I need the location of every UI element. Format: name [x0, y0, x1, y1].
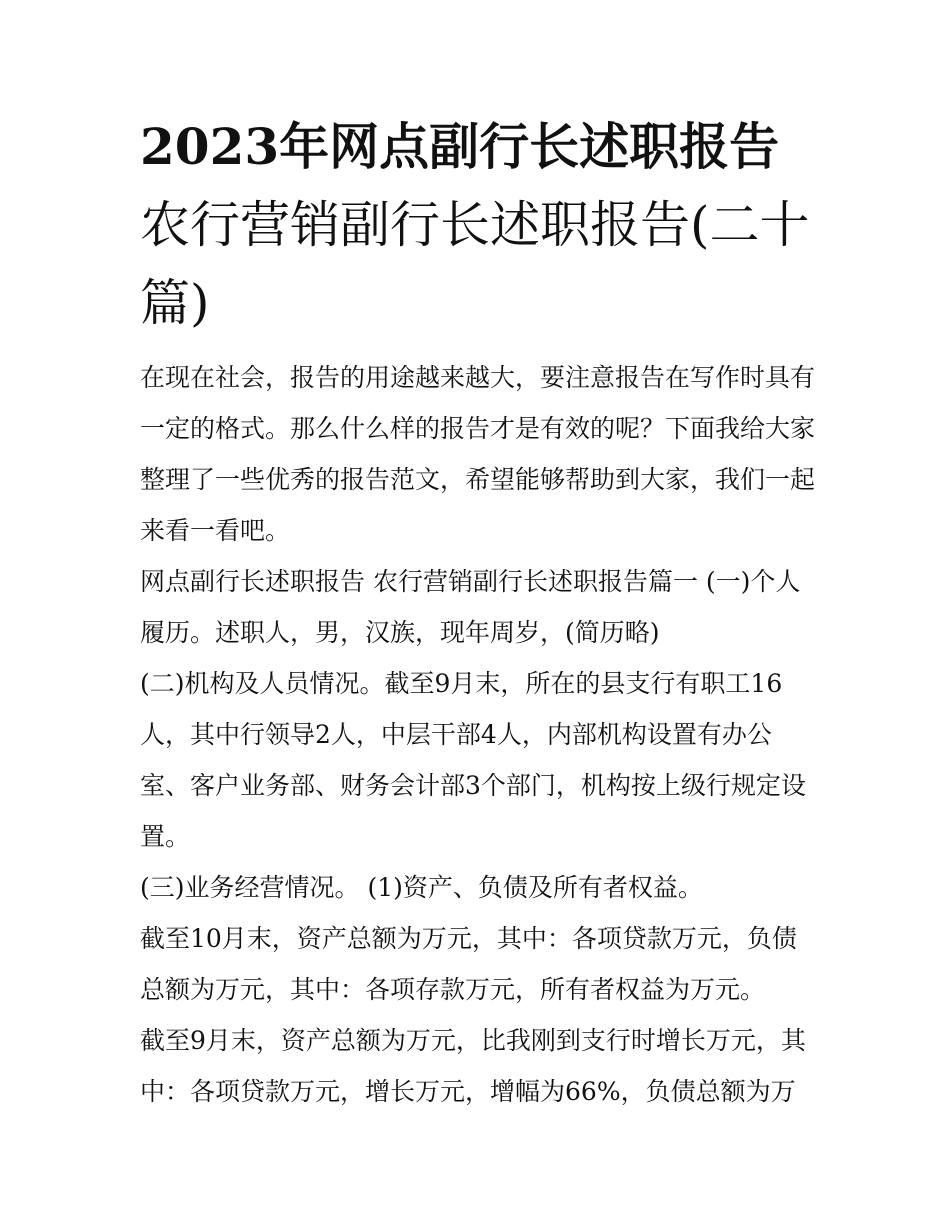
body-text-line: 人，其中行领导2人，中层干部4人，内部机构设置有办公	[140, 720, 772, 749]
body-text-line: (三)业务经营情况。 (1)资产、负债及所有者权益。	[140, 873, 703, 902]
document-title-line-2: 农行营销副行长述职报告(二十	[140, 196, 810, 254]
document-title-line-3: 篇)	[140, 274, 210, 332]
body-text-line: 总额为万元，其中：各项存款万元，所有者权益为万元。	[140, 975, 766, 1004]
body-text-line: 截至10月末，资产总额为万元，其中：各项贷款万元，负债	[140, 924, 797, 953]
body-text-line: 一定的格式。那么什么样的报告才是有效的呢？下面我给大家	[140, 414, 816, 443]
body-text-line: 在现在社会，报告的用途越来越大，要注意报告在写作时具有	[140, 363, 816, 392]
body-text-line: (二)机构及人员情况。截至9月末，所在的县支行有职工16	[140, 669, 783, 698]
body-text-line: 履历。述职人，男，汉族，现年周岁，(简历略)	[140, 618, 660, 647]
body-text-line: 截至9月末，资产总额为万元，比我刚到支行时增长万元，其	[140, 1026, 806, 1055]
body-text-line: 置。	[140, 822, 191, 851]
document-title-line-1: 2023年网点副行长述职报告	[140, 117, 780, 176]
body-text-line: 室、客户业务部、财务会计部3个部门，机构按上级行规定设	[140, 771, 806, 800]
body-text-line: 整理了一些优秀的报告范文，希望能够帮助到大家，我们一起	[140, 465, 816, 494]
body-text-line: 来看一看吧。	[140, 516, 291, 545]
body-text-line: 中：各项贷款万元，增长万元，增幅为66%，负债总额为万	[140, 1077, 796, 1106]
body-text-line: 网点副行长述职报告 农行营销副行长述职报告篇一 (一)个人	[140, 567, 801, 596]
